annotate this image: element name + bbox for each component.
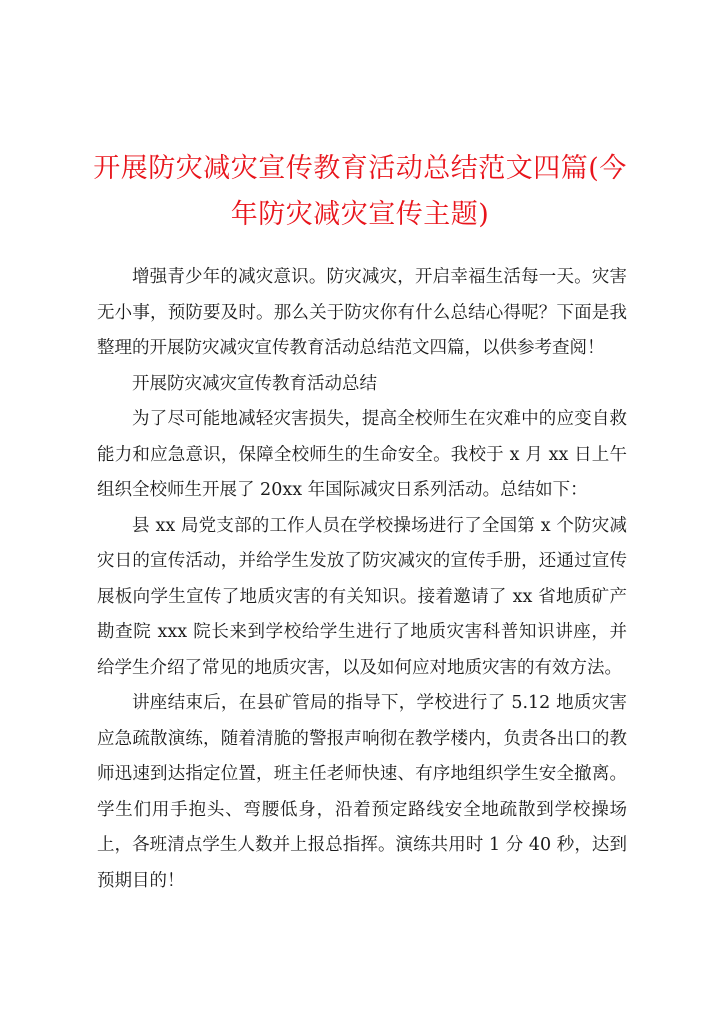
section-heading: 开展防灾减灾宣传教育活动总结 (132, 373, 377, 394)
body-paragraph: 为了尽可能地减轻灾害损失，提高全校师生在灾难中的应变自救能力和应急意识，保障全校师生的生命安全。我校于 x 月 xx 日上午组织全校师生开展了 20xx 年国际减灾日系列活动。总结如下： (97, 409, 627, 500)
intro-paragraph: 增强青少年的减灾意识。防灾减灾，开启幸福生活每一天。灾害无小事，预防要及时。那么关于防灾你有什么总结心得呢？下面是我整理的开展防灾减灾宣传教育活动总结范文四篇，以供参考查阅！ (97, 267, 627, 358)
document-title: 开展防灾减灾宣传教育活动总结范文四篇(今年防灾减灾宣传主题) (93, 153, 627, 230)
body-paragraph: 县 xx 局党支部的工作人员在学校操场进行了全国第 x 个防灾减灾日的宣传活动，并给学生发放了防灾减灾的宣传手册，还通过宣传展板向学生宣传了地质灾害的有关知识。接着邀请了 xx 省地质矿产勘查院 xxx 院长来到学校给学生进行了地质灾害科普知识讲座，并给学生介绍了常见的地质灾害，以及如何应对地质灾害的有效方法。 (97, 515, 627, 678)
body-paragraph: 讲座结束后，在县矿管局的指导下，学校进行了 5.12 地质灾害应急疏散演练，随着清脆的警报声响彻在教学楼内，负责各出口的教师迅速到达指定位置，班主任老师快速、有序地组织学生安全撤离。学生们用手抱头、弯腰低身，沿着预定路线安全地疏散到学校操场上，各班清点学生人数并上报总指挥。演练共用时 1 分 40 秒，达到预期目的！ (97, 693, 627, 891)
document-body (97, 260, 627, 899)
